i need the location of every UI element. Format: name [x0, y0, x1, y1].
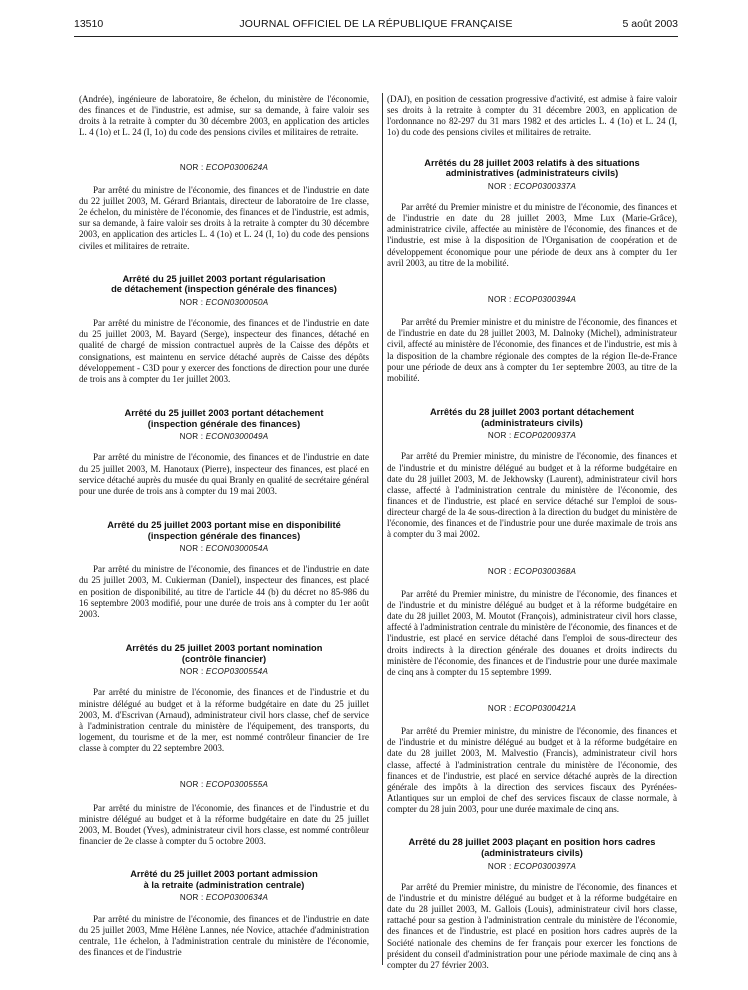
nor-reference: NOR : ECOP0300634A: [179, 893, 269, 903]
paragraph: (DAJ), en position de cessation progressive d'activité, est admise à faire valoir ses droits à la retraite à compter du 31 décembre 2003, en application de l'ordonnance no 82-297 du 31 mars 1982 et des articles L. 4 (1o) et L. 24 (I, 1o) du code des pensions civiles et militaires de retraite.: [387, 94, 677, 138]
nor-reference: NOR : ECOP0300554A: [179, 667, 269, 677]
section-heading: Arrêté du 25 juillet 2003 portant régularisation de détachement (inspection générale des finances): [111, 273, 337, 295]
nor-reference: NOR : ECOP0300624A: [179, 162, 269, 172]
paragraph: Par arrêté du ministre de l'économie, des finances et de l'industrie en date du 25 juillet 2003, Mme Hélène Lannes, née Novice, attachée d'administration centrale, 11e échelon, à l'administration centrale du ministère de l'économie, des finances et de l'industrie: [79, 913, 369, 957]
nor-reference: NOR : ECOP0300555A: [179, 780, 269, 790]
journal-title: JOURNAL OFFICIEL DE LA RÉPUBLIQUE FRANÇAISE: [239, 18, 513, 30]
page-header: [74, 18, 678, 34]
section-heading: Arrêté du 25 juillet 2003 portant détachement (inspection générale des finances): [124, 408, 324, 429]
nor-reference: NOR : ECOP0300394A: [487, 294, 577, 304]
nor-reference: NOR : ECOP0300397A: [487, 861, 577, 871]
paragraph: Par arrêté du Premier ministre et du ministre de l'économie, des finances et de l'industrie en date du 28 juillet 2003, Mme Lux (Marie-Grâce), administratrice civile, affectée au ministère de l'économie, des finances et de l'industrie, est mise à la disposition de l'Organisation de coopération et de développement économique pour une période de deux ans à compter du 1er avril 2003, au titre de la mobilité.: [387, 201, 677, 268]
nor-reference: NOR : ECOP0300368A: [487, 566, 577, 576]
right-column: [387, 94, 677, 971]
paragraph: Par arrêté du ministre de l'économie, des finances et de l'industrie en date du 25 juillet 2003, M. Bayard (Serge), inspecteur des finances, détaché en qualité de chargé de mission contractuel auprès de la Caisse des dépôts et consignations, est maintenu en service détaché auprès de Caisse des dépôts développement - C3D pour y exercer des fonctions de direction pour une durée de trois ans à compter du 1er juillet 2003.: [79, 318, 369, 384]
paragraph: Par arrêté du Premier ministre et du ministre de l'économie, des finances et de l'industrie en date du 28 juillet 2003, M. Dalnoky (Michel), administrateur civil, affecté au ministère de l'économie, des finances et de l'industrie, est mis à la disposition de la chambre régionale des comptes de la région Ile-de-France pour une période de deux ans à compter du 1er septembre 2003, au titre de la mobilité.: [387, 317, 677, 383]
section-heading: Arrêtés du 28 juillet 2003 relatifs à des situations administratives (administrateurs civils): [424, 157, 640, 179]
paragraph: Par arrêté du Premier ministre, du ministre de l'économie, des finances et de l'industrie et du ministre délégué au budget et à la réforme budgétaire en date du 28 juillet 2003, M. Gallois (Louis), administrateur civil hors classe, rattaché pour sa gestion à l'administration centrale du ministère de l'économie, des finances et de l'industrie, est placé en position hors cadres auprès de la Société nationale des chemins de fer français pour exercer les fonctions de président du conseil d'administration pour une période maximale de cinq ans à compter du 27 février 2003.: [387, 881, 677, 970]
nor-reference: NOR : ECOP0300337A: [487, 181, 577, 191]
left-column: [79, 94, 369, 958]
page-number: 13510: [74, 18, 104, 30]
nor-reference: NOR : ECON0300054A: [179, 544, 269, 554]
section-heading: Arrêtés du 28 juillet 2003 portant détachement (administrateurs civils): [429, 407, 635, 428]
section-heading: Arrêtés du 25 juillet 2003 portant nomination (contrôle financier): [125, 643, 323, 664]
paragraph: Par arrêté du ministre de l'économie, des finances et de l'industrie en date du 22 juillet 2003, M. Gérard Briantais, directeur de laboratoire de 1re classe, 2e échelon, du ministère de l'économie, des finances et de l'industrie, est admis, sur sa demande, à faire valoir ses droits à la retraite à compter du 30 décembre 2003, en application des articles L. 4 (1o) et L. 24 (I, 1o) du code des pensions civiles et militaires de retraite.: [79, 184, 369, 251]
column-divider: [382, 93, 383, 965]
paragraph: Par arrêté du ministre de l'économie, des finances et de l'industrie en date du 25 juillet 2003, M. Hanotaux (Pierre), inspecteur des finances, est placé en service détaché auprès du musée du quai Branly en qualité de secrétaire général pour une durée de trois ans à compter du 19 mai 2003.: [79, 452, 369, 496]
paragraph: Par arrêté du ministre de l'économie, des finances et de l'industrie en date du 25 juillet 2003, M. Cukierman (Daniel), inspecteur des finances, est placé en position de disponibilité, au titre de l'article 44 (b) du décret no 85-986 du 16 septembre 2003 modifié, pour une durée de trois ans à compter du 1er août 2003.: [79, 564, 369, 619]
section-heading: Arrêté du 25 juillet 2003 portant mise en disponibilité (inspection générale des finances): [107, 519, 341, 541]
nor-reference: NOR : ECON0300050A: [179, 297, 269, 307]
header-rule: [74, 36, 678, 37]
paragraph: Par arrêté du Premier ministre, du ministre de l'économie, des finances et de l'industrie et du ministre délégué au budget et à la réforme budgétaire en date du 28 juillet 2003, M. de Jekhowsky (Laurent), administrateur civil hors classe, affecté à l'administration centrale du ministère de l'économie, des finances et de l'industrie, est placé en service détaché sur l'emploi de sous-directeur chargé de la 4e sous-direction à la direction du budget du ministère de l'économie, des finances et de l'industrie pour une durée maximale de trois ans à compter du 3 mai 2002.: [387, 451, 677, 540]
nor-reference: NOR : ECOP0200937A: [487, 431, 577, 441]
paragraph: Par arrêté du ministre de l'économie, des finances et de l'industrie et du ministre délégué au budget et à la réforme budgétaire en date du 25 juillet 2003, M. d'Escrivan (Arnaud), administrateur civil hors classe, chef de service à l'administration centrale du ministère de l'équipement, des transports, du logement, du tourisme et de la mer, est nommé contrôleur financier de 1re classe à compter du 22 septembre 2003.: [79, 687, 369, 754]
nor-reference: NOR : ECOP0300421A: [487, 704, 577, 713]
section-heading: Arrêté du 28 juillet 2003 plaçant en position hors cadres (administrateurs civils): [408, 837, 656, 858]
issue-date: 5 août 2003: [622, 18, 678, 30]
paragraph: Par arrêté du ministre de l'économie, des finances et de l'industrie et du ministre délégué au budget et à la réforme budgétaire en date du 25 juillet 2003, M. Boudet (Yves), administrateur civil hors classe, est nommé contrôleur financier de 2e classe à compter du 5 octobre 2003.: [79, 802, 369, 846]
paragraph: Par arrêté du Premier ministre, du ministre de l'économie, des finances et de l'industrie et du ministre délégué au budget et à la réforme budgétaire en date du 28 juillet 2003, M. Moutot (François), administrateur civil hors classe, affecté à l'administration centrale du ministère de l'économie, des finances et de l'industrie, est placé en service détaché dans l'emploi de sous-directeur des droits indirects à la direction générale des douanes et droits indirects du ministère de l'économie, des finances et de l'industrie pour une durée maximale de cinq ans à compter du 15 septembre 1999.: [387, 588, 677, 677]
paragraph: Par arrêté du Premier ministre, du ministre de l'économie, des finances et de l'industrie et du ministre délégué au budget et à la réforme budgétaire en date du 28 juillet 2003, M. Malvestio (Francis), administrateur civil hors classe, affecté à l'administration centrale du ministère de l'économie, des finances et de l'industrie, est placé en service détaché auprès de la direction générale des impôts à la direction des services fiscaux des Pyrénées-Atlantiques sur un emploi de chef des services fiscaux de classe normale, à compter du 28 juin 2003, pour une durée maximale de cinq ans.: [387, 726, 677, 815]
nor-reference: NOR : ECON0300049A: [179, 432, 269, 442]
section-heading: Arrêté du 25 juillet 2003 portant admission à la retraite (administration centrale): [130, 869, 318, 890]
paragraph: (Andrée), ingénieure de laboratoire, 8e échelon, du ministère de l'économie, des finances et de l'industrie, est admise, sur sa demande, à faire valoir ses droits à la retraite à compter du 30 décembre 2003, en application des articles L. 4 (1o) et L. 24 (I, 1o) du code des pensions civiles et militaires de retraite.: [79, 94, 369, 138]
